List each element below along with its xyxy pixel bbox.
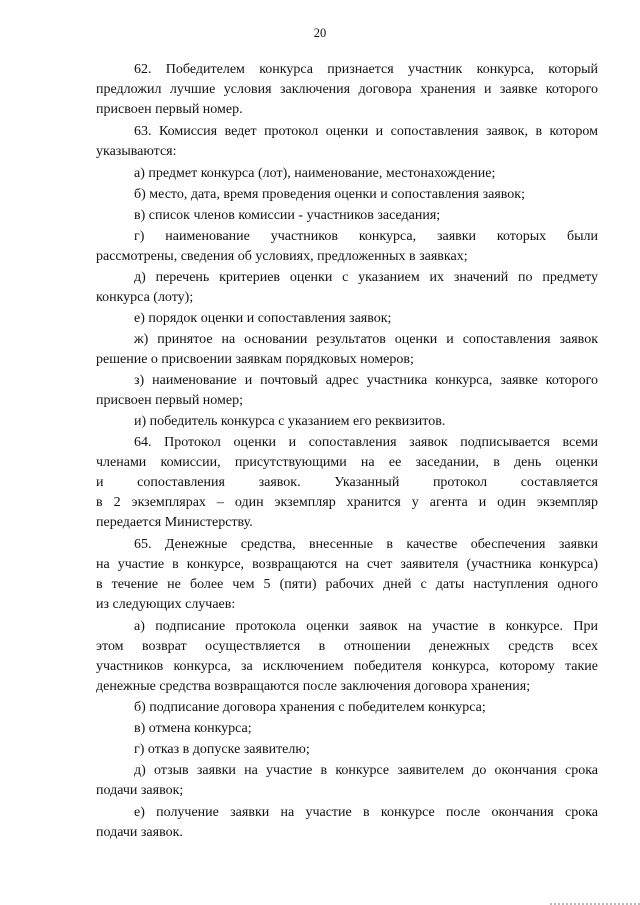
text-line: из следующих случаев:: [96, 597, 236, 612]
text-line: а) предмет конкурса (лот), наименование, местонахождение;: [134, 166, 496, 181]
text-line: присвоен первый номер.: [96, 102, 243, 117]
text-line: на участие в конкурсе, возвращаются на счет заявителя (участника конкурса): [96, 557, 598, 572]
text-line: в течение не более чем 5 (пяти) рабочих дней с даты наступления одного: [96, 577, 598, 592]
text-line: е) порядок оценки и сопоставления заявок;: [134, 311, 392, 326]
text-line: денежные средства возвращаются после заключения договора хранения;: [96, 679, 531, 694]
text-line: а) подписание протокола оценки заявок на участие в конкурсе. При: [134, 619, 598, 634]
text-line: 62. Победителем конкурса признается участник конкурса, который: [134, 62, 598, 77]
scan-edge-marks: [550, 893, 640, 905]
text-line: присвоен первый номер;: [96, 393, 243, 408]
text-line: д) перечень критериев оценки с указанием их значений по предмету: [134, 270, 598, 285]
text-line: з) наименование и почтовый адрес участника конкурса, заявке которого: [134, 373, 598, 388]
text-line: б) место, дата, время проведения оценки и сопоставления заявок;: [134, 187, 525, 202]
text-line: ж) принятое на основании результатов оценки и сопоставления заявок: [134, 332, 598, 347]
text-line: в) отмена конкурса;: [134, 721, 252, 736]
text-line: д) отзыв заявки на участие в конкурсе заявителем до окончания срока: [134, 763, 598, 778]
text-line: этом возврат осуществляется в отношении денежных средств всех: [96, 639, 598, 654]
text-line: г) наименование участников конкурса, заявки которых были: [134, 229, 598, 244]
text-line: предложил лучшие условия заключения договора хранения и заявке которого: [96, 82, 598, 97]
text-line: г) отказ в допуске заявителю;: [134, 742, 310, 757]
text-line: передается Министерству.: [96, 515, 253, 530]
text-line: е) получение заявки на участие в конкурсе после окончания срока: [134, 805, 598, 820]
text-line: подачи заявок;: [96, 783, 184, 798]
text-line: 63. Комиссия ведет протокол оценки и сопоставления заявок, в котором: [134, 124, 598, 139]
text-line: указываются:: [96, 144, 177, 159]
text-line: решение о присвоении заявкам порядковых номеров;: [96, 352, 414, 367]
text-line: 65. Денежные средства, внесенные в качестве обеспечения заявки: [134, 537, 598, 552]
text-line: участников конкурса, за исключением победителя конкурса, которому такие: [96, 659, 598, 674]
text-line: б) подписание договора хранения с победителем конкурса;: [134, 700, 486, 715]
text-line: в) список членов комиссии - участников заседания;: [134, 208, 441, 223]
text-line: конкурса (лоту);: [96, 290, 194, 305]
text-line: членами комиссии, присутствующими на ее заседании, в день оценки: [96, 455, 598, 470]
page-number: 20: [313, 26, 327, 40]
text-line: 64. Протокол оценки и сопоставления заявок подписывается всеми: [134, 435, 598, 450]
text-line: и) победитель конкурса с указанием его реквизитов.: [134, 414, 446, 429]
text-line: и сопоставления заявок. Указанный протокол составляется: [96, 475, 598, 490]
text-line: рассмотрены, сведения об условиях, предложенных в заявках;: [96, 249, 468, 264]
text-line: подачи заявок.: [96, 825, 183, 840]
text-line: в 2 экземплярах – один экземпляр хранится у агента и один экземпляр: [96, 495, 598, 510]
